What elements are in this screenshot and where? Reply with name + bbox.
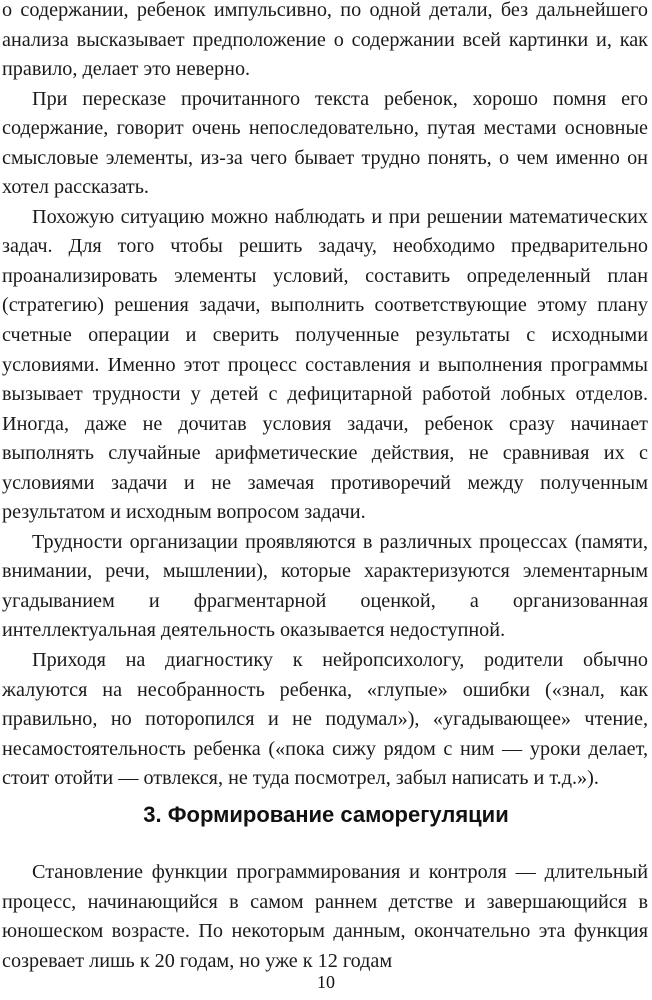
- paragraph-continuation: о содержании, ребенок импульсивно, по одной детали, без дальнейшего анализа высказывает предположение о содержании всей картинки и, как правило, делает это неверно.: [2, 0, 648, 81]
- paragraph: Трудности организации проявляются в различных процессах (памяти, внимании, речи, мышлении), которые характеризуются элементарным угадыванием и фрагментарной оценкой, а организованная интеллектуальная деятельность оказывается недоступной.: [2, 530, 648, 642]
- paragraph: Становление функции программирования и контроля — длительный процесс, начинающийся в самом раннем детстве и завершающийся в юношеском возрасте. По некоторым данным, окончательно эта функция созревает лишь к 20 годам, но уже к 12 годам: [2, 861, 648, 972]
- page-number: 10: [317, 972, 335, 992]
- paragraph: Похожую ситуацию можно наблюдать и при решении математических задач. Для того чтобы решить задачу, необходимо предварительно проанализировать элементы условий, составить определенный план (стратегию) решения задачи, выполнить соответствующие этому плану счетные операции и сверить полученные результаты с исходными условиями. Именно этот процесс составления и выполнения программы вызывает трудности у детей с дефицитарной работой лобных отделов. Иногда, даже не дочитав условия задачи, ребенок сразу начинает выполнять случайные арифметические действия, не сравнивая их с условиями задачи и не замечая противоречий между полученным результатом и исходным вопросом задачи.: [2, 205, 648, 524]
- paragraph: Приходя на диагностику к нейропсихологу, родители обычно жалуются на несобранность ребенка, «глупые» ошибки («знал, как правильно, но поторопился и не подумал»), «угадывающее» чтение, несамостоятельность ребенка («пока сижу рядом с ним — уроки делает, стоит отойти — отвлекся, не туда посмотрел, забыл написать и т.д.»).: [2, 649, 648, 790]
- section-heading: 3. Формирование саморегуляции: [143, 802, 509, 827]
- section-body-text: [2, 858, 648, 976]
- paragraph: При пересказе прочитанного текста ребенок, хорошо помня его содержание, говорит очень непоследовательно, путая местами основные смысловые элементы, из-за чего бывает трудно понять, о чем именно он хотел рассказать.: [2, 87, 648, 199]
- body-text: [2, 0, 648, 794]
